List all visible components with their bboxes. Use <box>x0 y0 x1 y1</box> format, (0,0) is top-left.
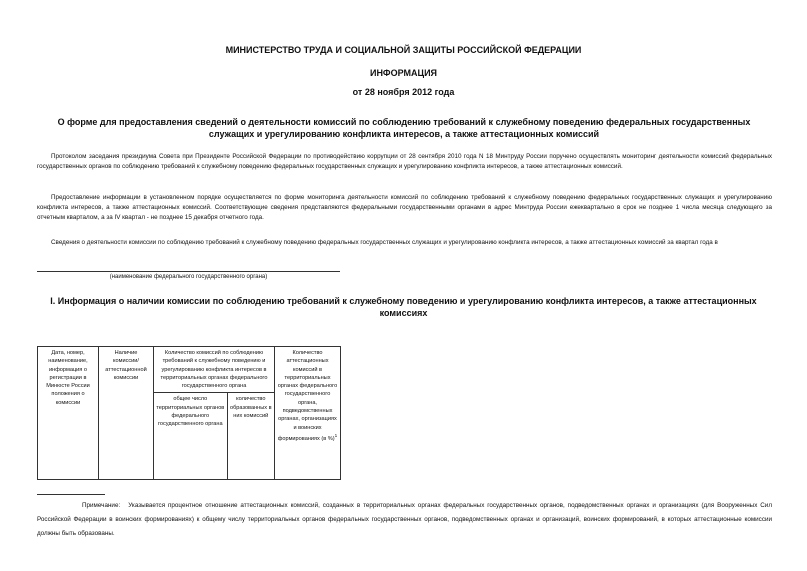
table-header-presence: Наличие комиссии/ аттестационной комиссии <box>99 347 154 480</box>
footnote-mark: 1 <box>334 432 338 438</box>
table-header-commission-count: Количество комиссий по соблюдению требований к служебному поведению и урегулированию конфликта интересов в территориальных органах федерального государственного органа <box>154 347 275 393</box>
footnote-label: Примечание: <box>82 502 121 509</box>
document-type: ИНФОРМАЦИЯ <box>369 68 438 78</box>
document-date: от 28 ноября 2012 года <box>352 87 455 97</box>
organ-name-blank-line <box>37 271 340 272</box>
table-subheader-commissions-formed: количество образованных в них комиссий <box>227 393 274 480</box>
paragraph-1: Протоколом заседания президиума Совета при Президенте Российской Федерации по противодействию коррупции от 28 сентября 2010 года N 18 Минтруду России поручено осуществлять мониторинг деятельности комиссий федеральных государственных органов по соблюдению требований к служебному поведению федеральных государственных служащих и урегулированию конфликта интересов, а также аттестационных комиссий. <box>37 153 772 170</box>
table-header-date: Дата, номер, наименование, информация о регистрации в Минюсте России положения о комиссии <box>38 347 99 480</box>
attestation-header-text: Количество аттестационных комиссий в территориальных органах федерального государственного органа, подведомственных органах, организациях и воинских формированиях (в %) <box>277 350 338 442</box>
ministry-heading: МИНИСТЕРСТВО ТРУДА И СОЦИАЛЬНОЙ ЗАЩИТЫ РОССИЙСКОЙ ФЕДЕРАЦИИ <box>225 45 582 55</box>
paragraph-3: Сведения о деятельности комиссии по соблюдению требований к служебному поведению федеральных государственных служащих и урегулированию конфликта интересов, а также аттестационных комиссий за квартал года в <box>51 239 718 246</box>
table-subheader-total-organs: общее число территориальных органов федерального государственного органа <box>154 393 228 480</box>
paragraph-2: Предоставление информации в установленном порядке осуществляется по форме мониторинга деятельности комиссий по соблюдению требований к служебному поведению федеральных государственных служащих и урегулированию конфликта интересов, а также аттестационных комиссий. Соответствующие сведения представляются федеральными государственными органами в адрес Минтруда России ежеквартально в срок не позднее 1 числа месяца следующего за отчетным кварталом, а за IV квартал - не позднее 15 декабря отчетного года. <box>37 194 772 221</box>
section-title: I. Информация о наличии комиссии по соблюдению требований к служебному поведению и урегулированию конфликта интересов, а также аттестационных комиссиях <box>50 296 757 318</box>
commissions-table <box>37 346 341 480</box>
footnote <box>37 499 772 541</box>
document-title: О форме для предоставления сведений о деятельности комиссий по соблюдению требований к служебному поведению федеральных государственных служащих и урегулированию конфликта интересов, а также аттестационных комиссий <box>57 117 751 139</box>
organ-name-caption: (наименование федерального государственного органа) <box>109 274 268 280</box>
table-header-attestation <box>275 347 341 480</box>
footnote-divider <box>37 494 105 495</box>
footnote-text: Указывается процентное отношение аттестационных комиссий, созданных в территориальных органах федеральных государственных органов, подведомственных органах и организациях (для Вооруженных Сил Российской Федерации в воинских формированиях) к общему числу территориальных органов федеральных государственных органов, подведомственных органах и организаций, воинских формирований, в которых аттестационные комиссии должны быть образованы. <box>37 502 772 537</box>
